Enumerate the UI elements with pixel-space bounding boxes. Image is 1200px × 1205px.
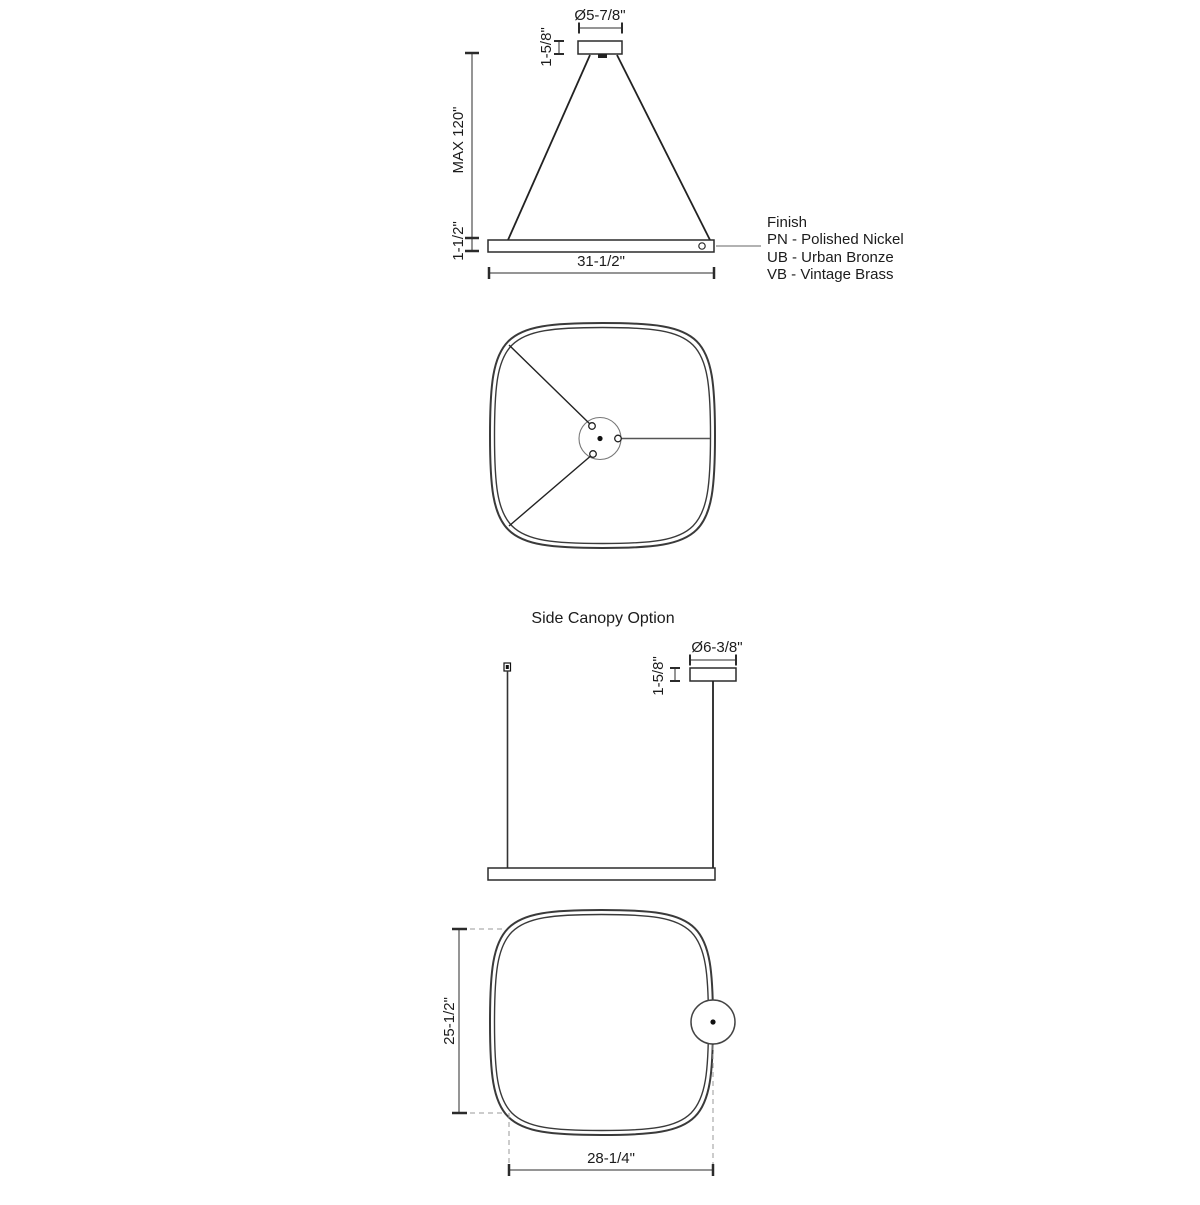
frame-width-label: 31-1/2"	[577, 253, 625, 270]
finish-legend	[767, 214, 904, 283]
fixture-frame-bar-side-canopy	[488, 868, 715, 880]
canopy-diameter-dimension	[579, 23, 622, 34]
side-canopy-side-view	[488, 639, 743, 880]
canopy-height-label: 1-5/8"	[538, 27, 555, 67]
frame-height-label: 1-1/2"	[450, 221, 467, 261]
suspension-wire-left	[508, 55, 590, 240]
frame-depth-label: 25-1/2"	[441, 997, 458, 1045]
cable-anchor-lower-left	[590, 451, 597, 458]
finish-legend-title: Finish	[767, 214, 808, 231]
side-canopy-center-dot	[710, 1019, 715, 1024]
fixture-frame-bar	[488, 240, 714, 252]
max-drop-label: MAX 120"	[450, 106, 467, 174]
frame-width-label-2: 28-1/4"	[587, 1150, 635, 1167]
wire-gripper-core	[506, 665, 509, 669]
max-drop-dimension	[465, 53, 479, 251]
side-canopy-top-view	[441, 910, 735, 1176]
cable-anchor-right	[615, 435, 622, 442]
frame-mount-hole	[699, 243, 705, 249]
ceiling-canopy	[578, 41, 622, 54]
canopy-diameter-label: Ø5-7/8"	[574, 7, 626, 24]
side-canopy-height-label: 1-5/8"	[650, 656, 667, 696]
frame-outline-outer-2	[490, 910, 713, 1135]
cable-anchor-upper-left	[589, 423, 596, 430]
canopy-center-dot	[597, 436, 602, 441]
side-canopy	[690, 668, 736, 681]
pendant-side-view	[450, 7, 761, 279]
section-title: Side Canopy Option	[531, 610, 675, 627]
pendant-top-view	[490, 323, 715, 548]
canopy-stem-nub	[598, 54, 607, 58]
finish-option-ub: UB - Urban Bronze	[767, 249, 894, 266]
finish-option-pn: PN - Polished Nickel	[767, 231, 904, 248]
suspension-wire-right	[617, 55, 710, 240]
side-canopy-diameter-label: Ø6-3/8"	[691, 639, 743, 656]
side-canopy-diameter-dimension	[690, 655, 736, 666]
side-canopy-height-dimension	[670, 668, 680, 681]
finish-option-vb: VB - Vintage Brass	[767, 266, 894, 283]
canopy-height-dimension	[554, 41, 564, 54]
